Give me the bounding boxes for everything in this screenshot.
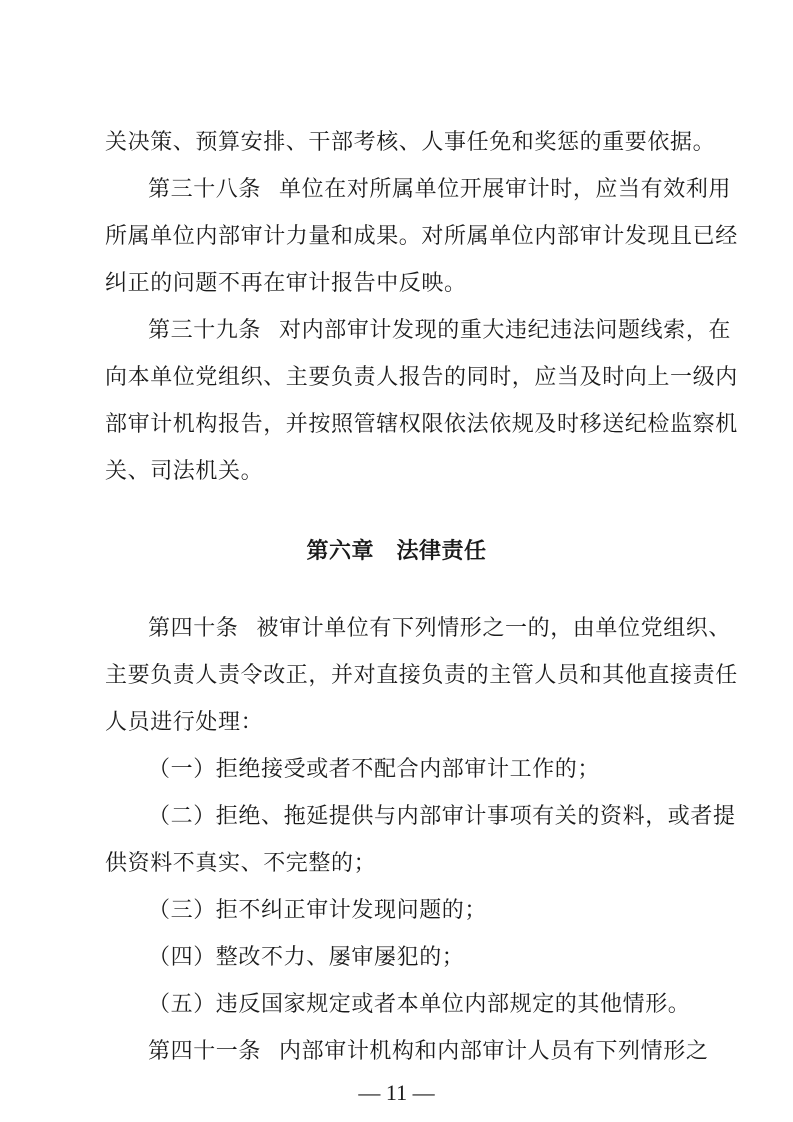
list-item: （二）拒绝、拖延提供与内部审计事项有关的资料，或者提: [148, 804, 736, 829]
text-line: 向本单位党组织、主要负责人报告的同时，应当及时向上一级内: [105, 365, 738, 390]
text-line: 主要负责人责令改正，并对直接负责的主管人员和其他直接责任: [105, 663, 738, 688]
text-line: 关决策、预算安排、干部考核、人事任免和奖惩的重要依据。: [105, 130, 716, 155]
article-41-line: 第四十一条 内部审计机构和内部审计人员有下列情形之: [148, 1039, 709, 1064]
list-item: （四）整改不力、屡审屡犯的；: [148, 945, 465, 970]
article-38-label: 第三十八条: [148, 177, 262, 202]
page-number: — 11 —: [358, 1080, 435, 1105]
list-item: （三）拒不纠正审计发现问题的；: [148, 898, 488, 923]
text-line: 纠正的问题不再在审计报告中反映。: [105, 271, 467, 296]
text-line: 部审计机构报告，并按照管辖权限依法依规及时移送纪检监察机: [105, 412, 738, 437]
text-line: 关、司法机关。: [105, 459, 264, 484]
text-line: 人员进行处理：: [105, 710, 264, 735]
list-item: （五）违反国家规定或者本单位内部规定的其他情形。: [148, 992, 691, 1017]
article-40-label: 第四十条: [148, 616, 239, 641]
article-40-line: 第四十条 被审计单位有下列情形之一的，由单位党组织、: [148, 616, 732, 641]
article-38-line: 第三十八条 单位在对所属单位开展审计时，应当有效利用: [148, 177, 732, 202]
text-line: 所属单位内部审计力量和成果。对所属单位内部审计发现且已经: [105, 224, 738, 249]
list-item: （一）拒绝接受或者不配合内部审计工作的；: [148, 757, 601, 782]
chapter-heading: 第六章 法律责任: [306, 539, 487, 564]
article-41-label: 第四十一条: [148, 1039, 262, 1064]
article-39-label: 第三十九条: [148, 318, 262, 343]
article-39-line: 第三十九条 对内部审计发现的重大违纪违法问题线索，在: [148, 318, 732, 343]
text-line: 供资料不真实、不完整的；: [105, 851, 377, 876]
